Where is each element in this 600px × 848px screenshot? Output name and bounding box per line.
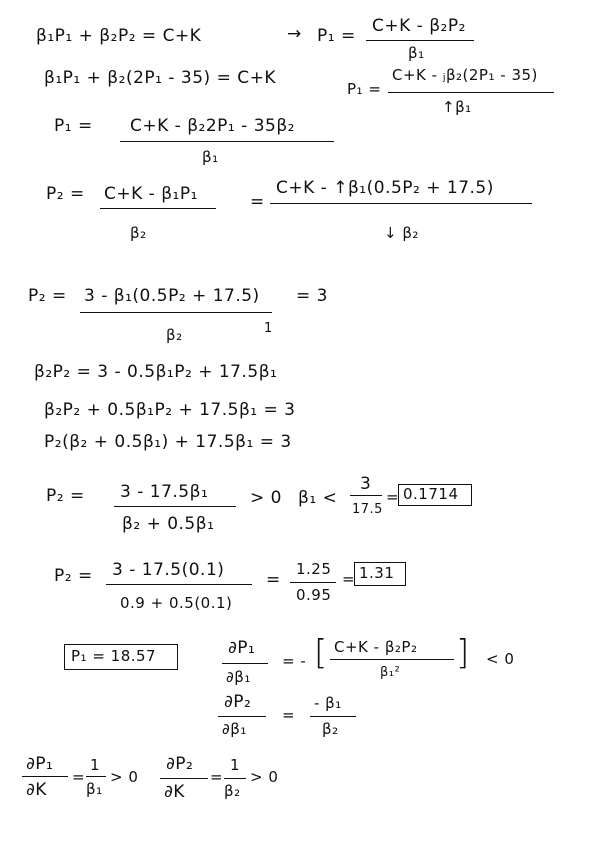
equation-9-denominator: β₂ + 0.5β₁ (122, 514, 215, 534)
fraction-bar (310, 716, 356, 717)
boxed-answer (64, 644, 178, 670)
equation-4-denominator-2: ↓ β₂ (384, 224, 419, 242)
equation-10-lhs: P₂ = (54, 566, 93, 586)
partial-denominator: ∂β₁ (226, 668, 251, 686)
equals-sign: = (386, 488, 400, 506)
fraction-bar (388, 92, 554, 93)
equation-4-numerator: C+K - β₁P₁ (104, 184, 198, 204)
equation-6: β₂P₂ = 3 - 0.5β₁P₂ + 17.5β₁ (34, 362, 278, 382)
equals-sign: = (250, 192, 265, 212)
equals-sign: = (282, 706, 296, 724)
equation-2-lhs: P₁ = (347, 80, 382, 98)
equation-4-lhs: P₂ = (46, 184, 85, 204)
partial-numerator: ∂P₁ (228, 638, 256, 658)
fraction-bar (224, 778, 246, 779)
bracket-denominator: β₁² (380, 665, 401, 680)
inequality: < 0 (486, 650, 515, 668)
equation-1: β₁P₁ + β₂P₂ = C+K (36, 26, 202, 46)
fraction-denominator: β₂ (224, 782, 241, 800)
fraction-bar (106, 584, 252, 585)
equation-5-lhs: P₂ = (28, 286, 67, 306)
equation-3-denominator: β₁ (202, 148, 219, 166)
equation-1-numerator: C+K - β₂P₂ (372, 16, 466, 36)
equals-sign: = (266, 570, 281, 590)
fraction-denominator: 17.5 (352, 502, 383, 517)
partial-denominator: ∂K (26, 780, 47, 800)
fraction-bar (270, 203, 532, 204)
boxed-answer-value: P₁ = 18.57 (71, 647, 157, 665)
partial-denominator: ∂K (164, 782, 185, 802)
equation-2-numerator: C+K - ⱼβ₂(2P₁ - 35) (392, 66, 538, 84)
fraction-bar (222, 663, 268, 664)
fraction-bar (290, 582, 336, 583)
equation-10-numerator: 3 - 17.5(0.1) (112, 560, 225, 580)
partial-numerator: ∂P₂ (166, 754, 194, 774)
arrow-right-icon: → (287, 24, 302, 44)
fraction-bar (330, 659, 454, 660)
fraction-bar (114, 506, 236, 507)
equation-5-numerator: 3 - β₁(0.5P₂ + 17.5) (84, 286, 260, 306)
equation-7: β₂P₂ + 0.5β₁P₂ + 17.5β₁ = 3 (44, 400, 296, 420)
fraction-bar (366, 40, 474, 41)
fraction-numerator: 1 (230, 756, 241, 774)
fraction-numerator: 3 (360, 474, 372, 494)
equation-10-denominator-2: 0.95 (296, 586, 332, 604)
equation-10-denominator: 0.9 + 0.5(0.1) (120, 594, 233, 612)
fraction-bar (86, 776, 106, 777)
equals-minus: = - (282, 652, 307, 670)
equation-5-denominator: β₂ (166, 326, 183, 344)
equation-9-lhs: P₂ = (46, 486, 85, 506)
equals-sign: = (210, 768, 224, 786)
inequality: > 0 (250, 768, 279, 786)
fraction-bar (100, 208, 216, 209)
fraction-bar (120, 141, 334, 142)
bracket-numerator: C+K - β₂P₂ (334, 638, 418, 656)
fraction-bar (350, 495, 382, 496)
equals-sign: = (342, 570, 356, 588)
inequality: > 0 (110, 768, 139, 786)
equation-8: P₂(β₂ + 0.5β₁) + 17.5β₁ = 3 (44, 432, 292, 452)
boxed-answer-value: 0.1714 (403, 485, 459, 503)
equation-3-lhs: P₁ = (54, 116, 93, 136)
fraction-numerator: 1 (90, 756, 101, 774)
fraction-numerator: - β₁ (314, 694, 342, 712)
fraction-bar (160, 778, 208, 779)
fraction-denominator: β₁ (86, 780, 103, 798)
partial-numerator: ∂P₂ (224, 692, 252, 712)
equation-1-lhs: P₁ = (317, 26, 356, 46)
fraction-bar (218, 716, 266, 717)
equation-9-numerator: 3 - 17.5β₁ (120, 482, 209, 502)
equals-sign: = (72, 768, 86, 786)
equation-2-denominator: ↑β₁ (442, 98, 472, 116)
fraction-bar (22, 776, 68, 777)
equation-10-numerator-2: 1.25 (296, 560, 332, 578)
equation-4-numerator-2: C+K - ↑β₁(0.5P₂ + 17.5) (276, 178, 494, 198)
equation-5-rhs: = 3 (296, 286, 328, 306)
fraction-denominator: β₂ (322, 720, 339, 738)
equation-9-gt: > 0 (250, 488, 282, 508)
boxed-answer (354, 562, 406, 586)
equation-4-denominator: β₂ (130, 224, 147, 242)
stray-mark: 1 (264, 321, 273, 336)
partial-denominator: ∂β₁ (222, 720, 247, 738)
boxed-answer (398, 484, 472, 506)
equation-9-beta: β₁ < (298, 488, 338, 508)
equation-2: β₁P₁ + β₂(2P₁ - 35) = C+K (44, 68, 276, 88)
partial-numerator: ∂P₁ (26, 754, 54, 774)
boxed-answer-value: 1.31 (359, 564, 395, 582)
equation-3-numerator: C+K - β₂2P₁ - 35β₂ (130, 116, 295, 136)
right-bracket: ] (456, 633, 470, 673)
left-bracket: [ (314, 633, 328, 673)
fraction-bar (80, 312, 272, 313)
equation-1-denominator: β₁ (408, 44, 425, 62)
